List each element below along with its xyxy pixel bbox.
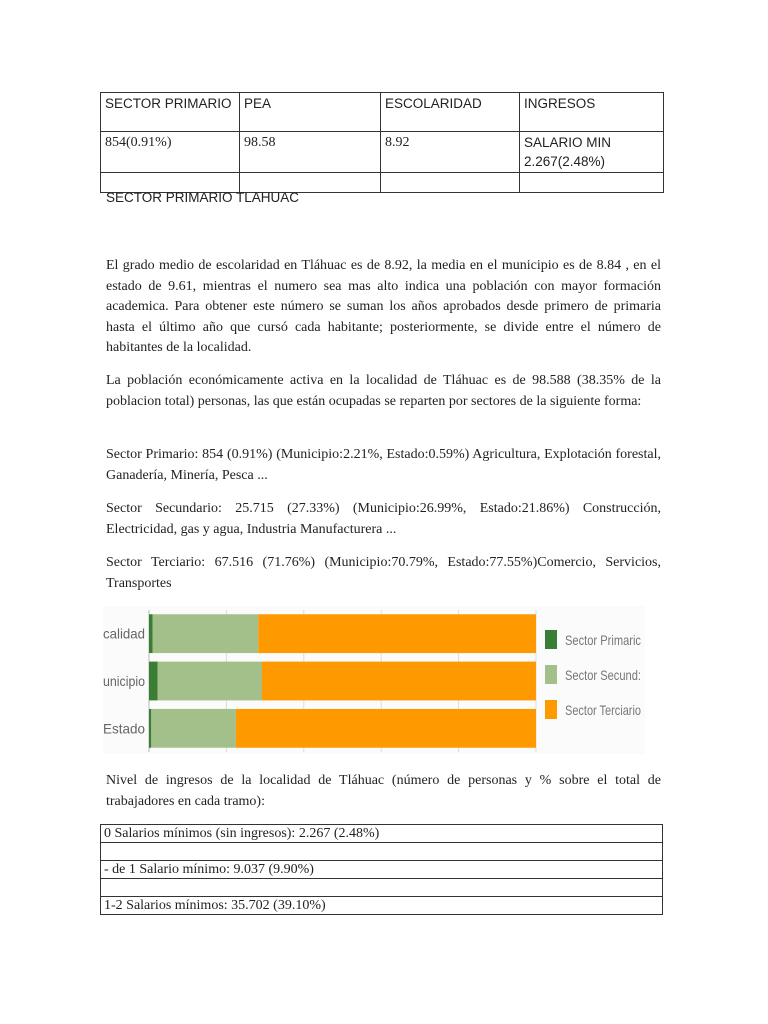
chart-canvas (103, 606, 645, 754)
legend-label: Sector Terciario (565, 702, 642, 718)
table-caption: SECTOR PRIMARIO TLAHUAC (106, 190, 300, 205)
bar-segment (149, 662, 158, 701)
bar-segment (258, 614, 536, 653)
summary-value-row (101, 132, 664, 173)
category-label: calidad (103, 625, 145, 642)
income-cell: - de 1 Salario mínimo: 9.037 (9.90%) (101, 861, 663, 879)
empty-cell (520, 173, 664, 193)
income-row (101, 879, 663, 897)
value-ingresos: SALARIO MIN 2.267(2.48%) (520, 132, 664, 173)
bar-segment (151, 709, 236, 748)
legend-label: Sector Secund: (565, 667, 641, 683)
paragraph-ingresos: Nivel de ingresos de la localidad de Tláhuac (número de personas y % sobre el total de trabajadores en cada tramo): (106, 773, 661, 809)
category-label: unicipio (103, 673, 146, 689)
legend-swatch (545, 630, 557, 649)
income-cell (101, 843, 663, 861)
bar-segment (149, 614, 153, 653)
paragraph-escolaridad: El grado medio de escolaridad en Tláhuac es de 8.92, la media en el municipio es de 8.84 , en el estado de 9.61, mientras el numero sea mas alto indica una población con mayor formación academica. Para obtener este número se suman los años aprobados desde primero de primaria hasta el último año que cursó cada habitante; posteriormente, se divide entre el número de habitantes de la localidad. (106, 258, 661, 356)
header-pea: PEA (240, 93, 381, 132)
paragraph-sector-terciario: Sector Terciario: 67.516 (71.76%) (Municipio:70.79%, Estado:77.55%)Comercio, Servicios, Transportes (106, 555, 661, 591)
empty-cell (381, 173, 520, 193)
income-table (100, 824, 663, 915)
legend-swatch (545, 665, 557, 684)
paragraph-pea: La población económicamente activa en la localidad de Tláhuac es de 98.588 (38.35% de la poblacion total) personas, las que están ocupadas se reparten por sectores de la siguiente forma: (106, 373, 661, 409)
header-escolaridad: ESCOLARIDAD (381, 93, 520, 132)
value-escolaridad: 8.92 (381, 132, 520, 173)
income-row (101, 825, 663, 843)
legend-swatch (545, 700, 557, 719)
paragraph-sector-primario: Sector Primario: 854 (0.91%) (Municipio:2.21%, Estado:0.59%) Agricultura, Explotación forestal, Ganadería, Minería, Pesca ... (106, 447, 661, 483)
sector-stacked-bar-chart (103, 606, 645, 754)
bar-segment (153, 614, 259, 653)
income-cell: 1-2 Salarios mínimos: 35.702 (39.10%) (101, 897, 663, 915)
income-row (101, 861, 663, 879)
bar-segment (262, 662, 536, 701)
value-pea: 98.58 (240, 132, 381, 173)
income-cell: 0 Salarios mínimos (sin ingresos): 2.267 (2.48%) (101, 825, 663, 843)
bar-segment (236, 709, 536, 748)
summary-table (100, 92, 664, 193)
header-sector-primario: SECTOR PRIMARIO (101, 93, 240, 132)
value-sector-primario: 854(0.91%) (101, 132, 240, 173)
summary-header-row (101, 93, 664, 132)
header-ingresos: INGRESOS (520, 93, 664, 132)
income-row (101, 897, 663, 915)
paragraph-sector-secundario: Sector Secundario: 25.715 (27.33%) (Municipio:26.99%, Estado:21.86%) Construcción, Electricidad, gas y agua, Industria Manufacturera ... (106, 501, 661, 537)
category-label: Estado (103, 720, 146, 737)
income-row (101, 843, 663, 861)
bar-segment (158, 662, 262, 701)
bar-segment (149, 709, 151, 748)
legend-label: Sector Primaric (565, 632, 641, 648)
income-cell (101, 879, 663, 897)
